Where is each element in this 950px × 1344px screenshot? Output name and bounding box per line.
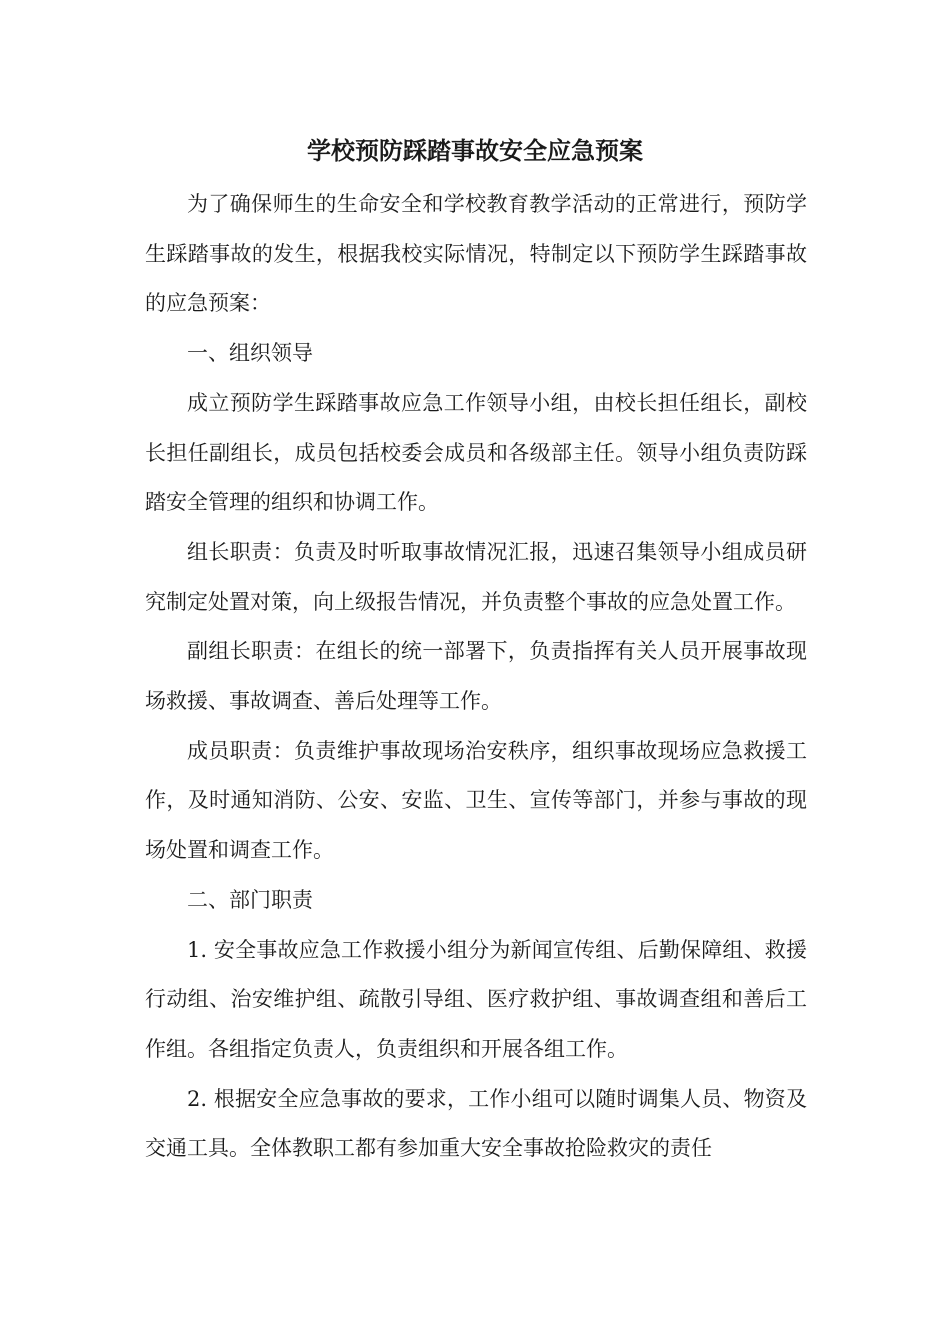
- paragraph-item-2: 2. 根据安全应急事故的要求，工作小组可以随时调集人员、物资及交通工具。全体教职工都有参加重大安全事故抢险救灾的责任: [145, 1086, 807, 1161]
- section-heading-organization: 一、组织领导: [187, 341, 313, 366]
- paragraph-member-duties: 成员职责：负责维护事故现场治安秩序，组织事故现场应急救援工作，及时通知消防、公安、安监、卫生、宣传等部门，并参与事故的现场处置和调查工作。: [145, 738, 807, 863]
- paragraph-intro: 为了确保师生的生命安全和学校教育教学活动的正常进行，预防学生踩踏事故的发生，根据我校实际情况，特制定以下预防学生踩踏事故的应急预案：: [145, 192, 807, 316]
- paragraph-item-1: 1. 安全事故应急工作救援小组分为新闻宣传组、后勤保障组、救援行动组、治安维护组、疏散引导组、医疗救护组、事故调查组和善后工作组。各组指定负责人，负责组织和开展各组工作。: [145, 937, 807, 1061]
- document-body: [145, 180, 807, 1174]
- paragraph-leadership-group: 成立预防学生踩踏事故应急工作领导小组，由校长担任组长，副校长担任副组长，成员包括校委会成员和各级部主任。领导小组负责防踩踏安全管理的组织和协调工作。: [145, 390, 807, 515]
- paragraph-deputy-duties: 副组长职责：在组长的统一部署下，负责指挥有关人员开展事故现场救援、事故调查、善后处理等工作。: [145, 639, 807, 714]
- paragraph-leader-duties: 组长职责：负责及时听取事故情况汇报，迅速召集领导小组成员研究制定处置对策，向上级报告情况，并负责整个事故的应急处置工作。: [145, 539, 807, 614]
- section-heading-departments: 二、部门职责: [187, 887, 313, 912]
- document-title: 学校预防踩踏事故安全应急预案: [307, 137, 643, 165]
